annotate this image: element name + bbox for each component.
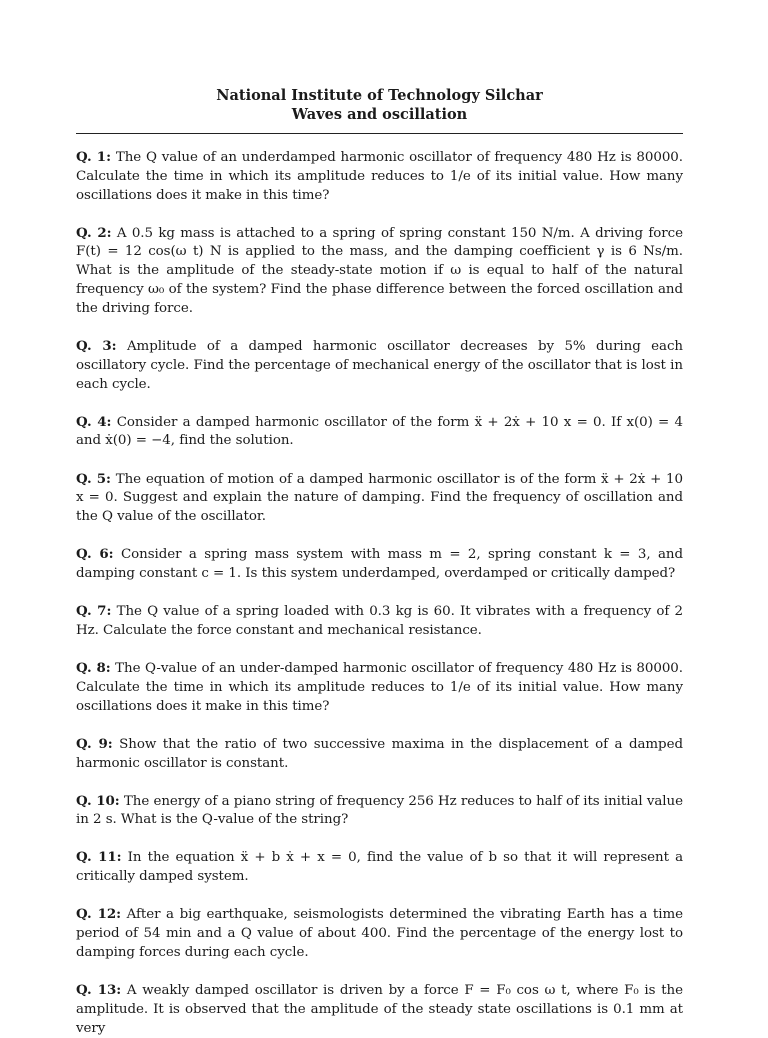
question-12 xyxy=(76,905,683,962)
question-text: Consider a spring mass system with mass m = 2, spring constant k = 3, and damping constant c = 1. Is this system underdamped, overdamped or critically damped? xyxy=(76,547,683,582)
question-list xyxy=(76,148,683,1036)
question-11 xyxy=(76,848,683,887)
question-8 xyxy=(76,659,683,716)
question-10 xyxy=(76,792,683,831)
question-text: The Q value of an underdamped harmonic oscillator of frequency 480 Hz is 80000. Calculate the time in which its amplitude reduces to 1/e of its initial value. How many oscillations does it make in this time? xyxy=(76,150,683,203)
question-text: A 0.5 kg mass is attached to a spring of spring constant 150 N/m. A driving force F(t) = 12 cos(ω t) N is applied to the mass, and the damping coefficient γ is 6 Ns/m. What is the amplitude of the steady-state motion if ω is equal to half of the natural frequency ω₀ of the system? Find the phase difference between the forced oscillation and the driving force. xyxy=(76,225,683,316)
question-7 xyxy=(76,602,683,641)
question-5 xyxy=(76,470,683,527)
question-number: Q. 1: xyxy=(76,149,111,165)
question-number: Q. 13: xyxy=(76,982,122,999)
question-2 xyxy=(76,224,683,319)
question-text: Show that the ratio of two successive maxima in the displacement of a damped harmonic oscillator is constant. xyxy=(76,736,683,771)
question-text: Amplitude of a damped harmonic oscillator decreases by 5% during each oscillatory cycle. Find the percentage of mechanical energy of the oscillator that is lost in each cycle. xyxy=(76,338,683,392)
question-number: Q. 12: xyxy=(76,906,121,923)
header-rule xyxy=(76,133,683,134)
document-header xyxy=(76,86,683,124)
question-number: Q. 3: xyxy=(76,337,117,354)
question-text: A weakly damped oscillator is driven by a force F = F₀ cos ω t, where F₀ is the amplitude. It is observed that the amplitude of the steady state oscillations is 0.1 mm at very xyxy=(76,983,683,1036)
question-number: Q. 5: xyxy=(76,470,111,487)
question-text: After a big earthquake, seismologists determined the vibrating Earth has a time period of 54 min and a Q value of about 400. Find the percentage of the energy lost to damping forces during each cycle. xyxy=(76,907,683,960)
question-text: The Q value of a spring loaded with 0.3 kg is 60. It vibrates with a frequency of 2 Hz. Calculate the force constant and mechanical resistance. xyxy=(76,604,683,638)
institute-title: National Institute of Technology Silchar xyxy=(216,87,543,104)
question-number: Q. 6: xyxy=(76,546,114,563)
question-text: The Q-value of an under-damped harmonic oscillator of frequency 480 Hz is 80000. Calculate the time in which its amplitude reduces to 1/e of its initial value. How many oscillations does it make in this time? xyxy=(76,661,683,714)
question-number: Q. 2: xyxy=(76,224,112,241)
question-text: In the equation ẍ + b ẋ + x = 0, find the value of b so that it will represent a critically damped system. xyxy=(76,850,683,885)
subject-title: Waves and oscillation xyxy=(291,106,468,123)
question-number: Q. 11: xyxy=(76,849,122,866)
question-number: Q. 7: xyxy=(76,603,112,620)
question-text: The equation of motion of a damped harmonic oscillator is of the form ẍ + 2ẋ + 10 x = 0. Suggest and explain the nature of damping. Find the frequency of oscillation and the Q value of the oscillator. xyxy=(76,471,683,525)
question-number: Q. 9: xyxy=(76,735,113,752)
question-9 xyxy=(76,735,683,774)
question-text: The energy of a piano string of frequency 256 Hz reduces to half of its initial value in 2 s. What is the Q-value of the string? xyxy=(76,793,683,828)
question-6 xyxy=(76,545,683,584)
question-text: Consider a damped harmonic oscillator of the form ẍ + 2ẋ + 10 x = 0. If x(0) = 4 and ẋ(0) = −4, find the solution. xyxy=(76,414,683,449)
question-4 xyxy=(76,413,683,452)
question-3 xyxy=(76,337,683,394)
question-number: Q. 10: xyxy=(76,792,120,809)
question-1 xyxy=(76,148,683,205)
question-13 xyxy=(76,981,683,1036)
question-number: Q. 4: xyxy=(76,413,112,430)
question-number: Q. 8: xyxy=(76,660,111,677)
